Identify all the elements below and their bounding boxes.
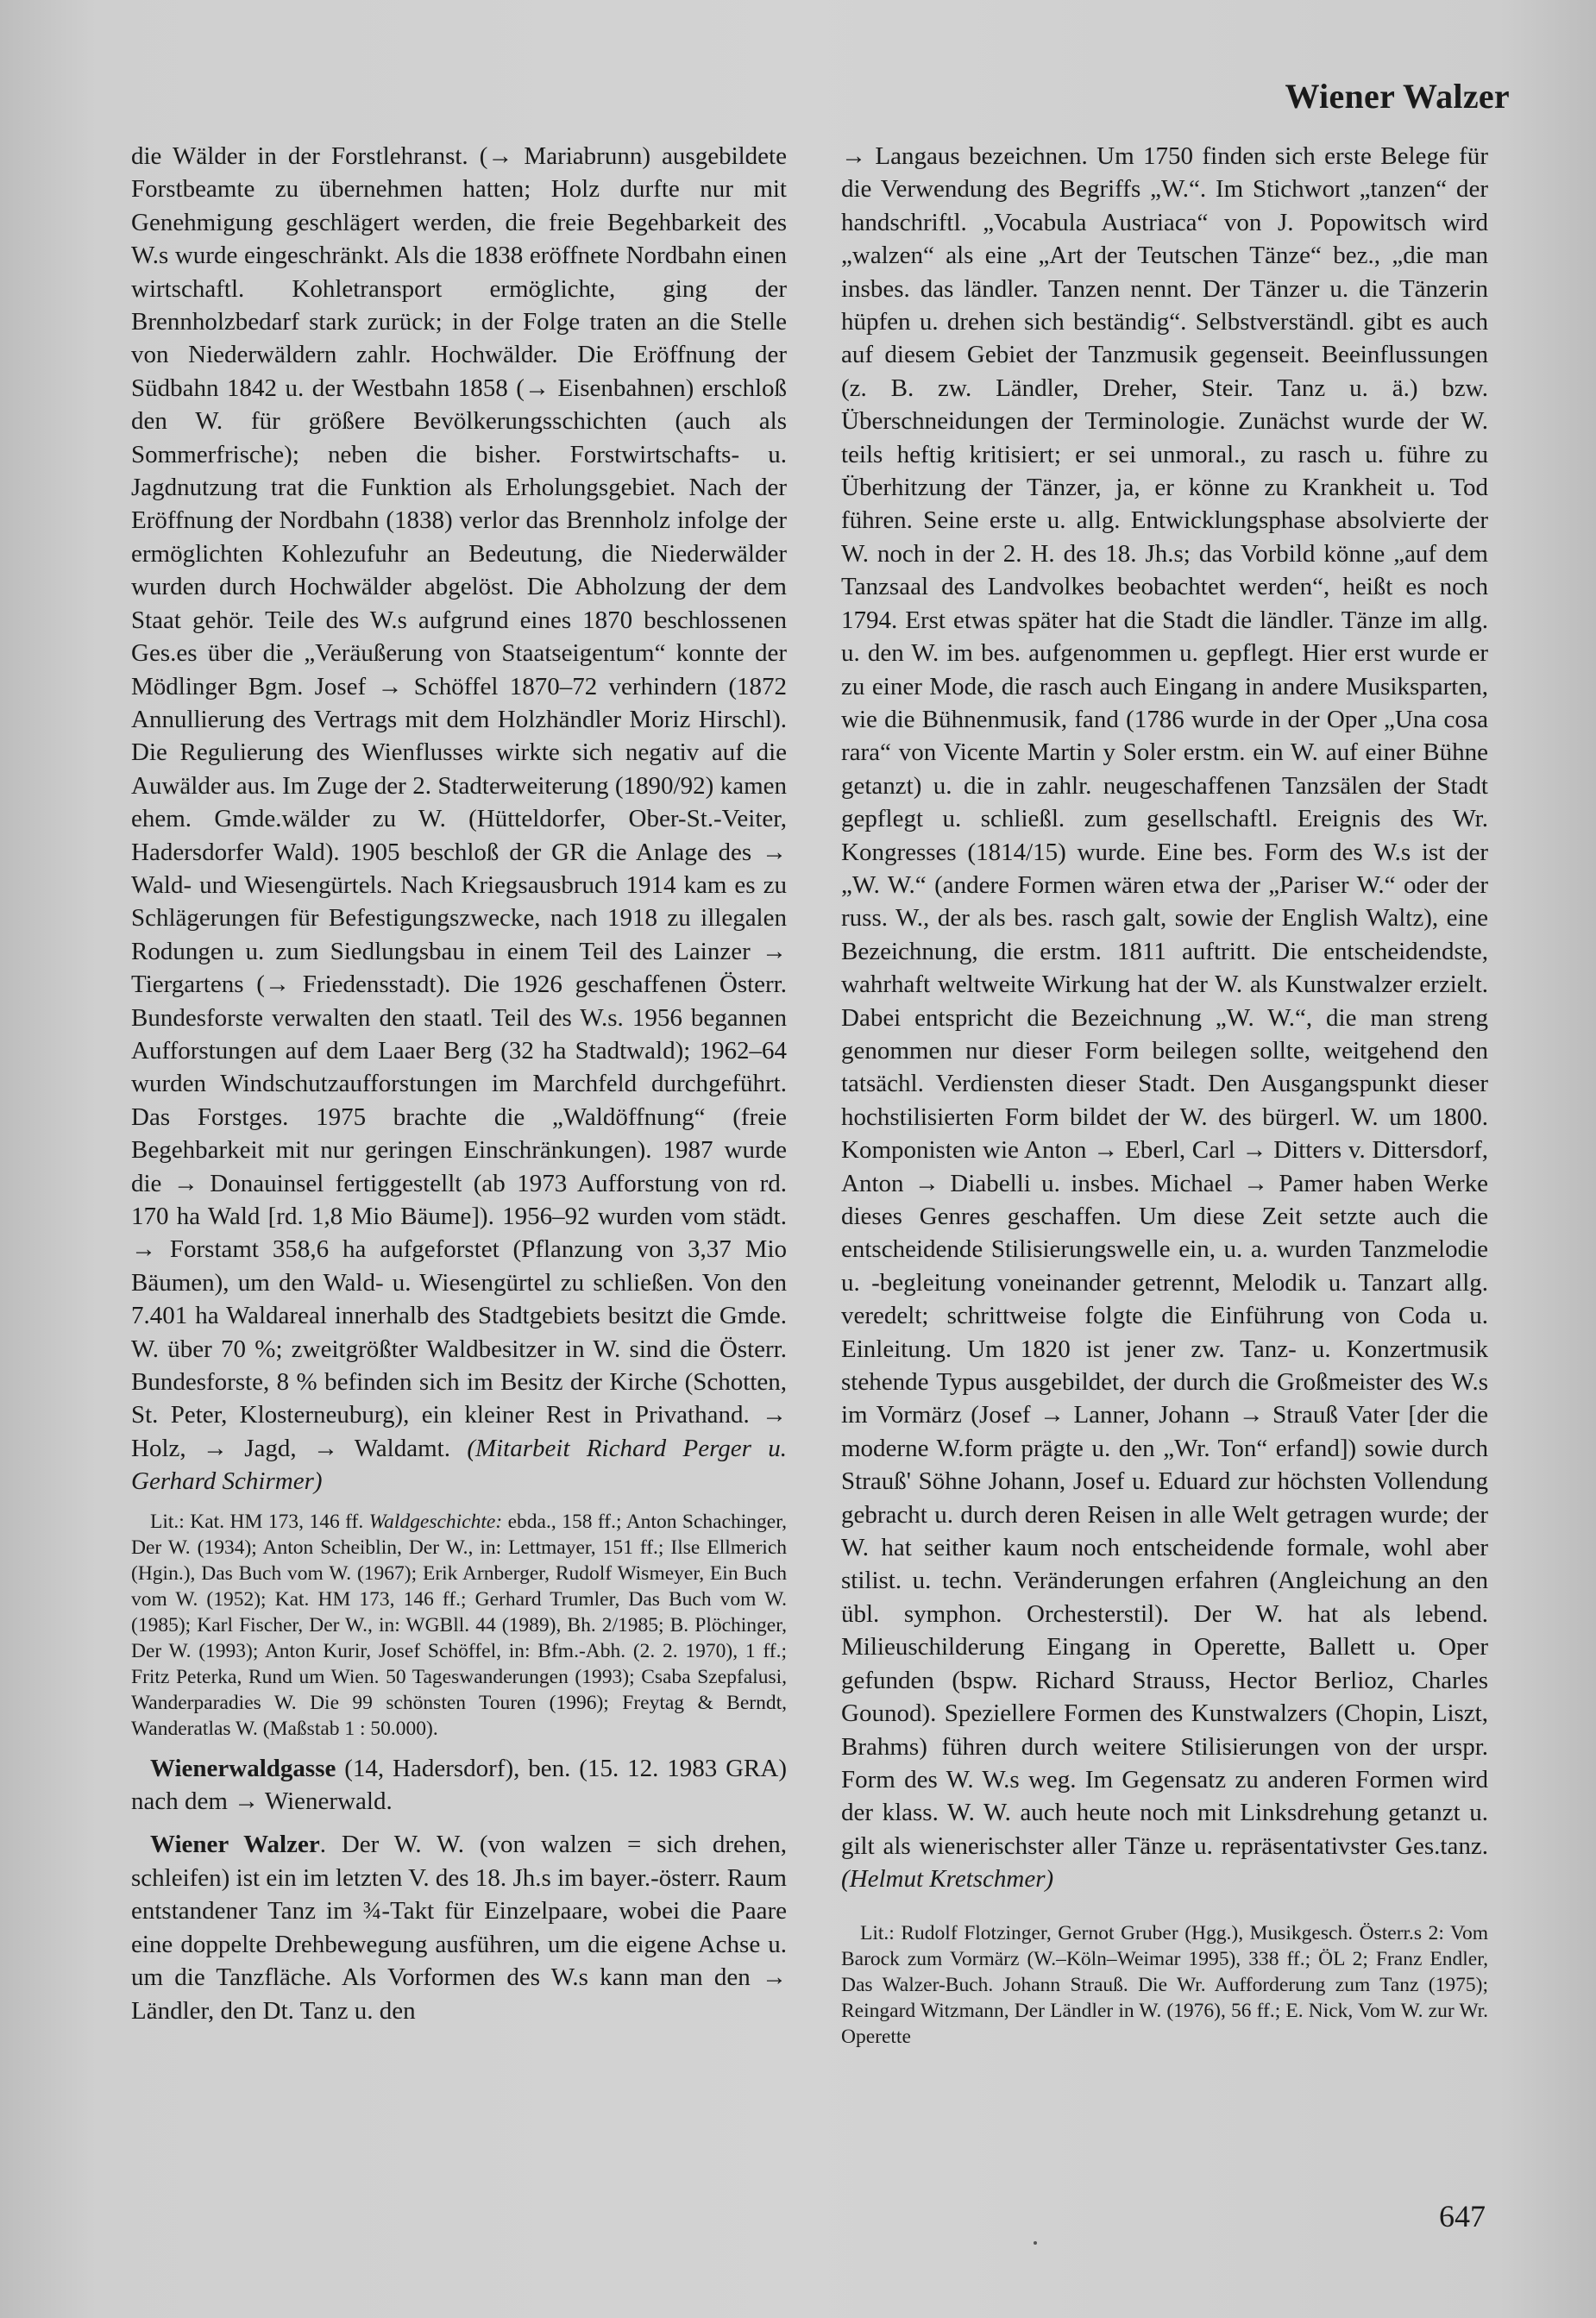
wiener-walzer-entry [131, 1828, 787, 2026]
walzer-literature: Lit.: Rudolf Flotzinger, Gernot Gruber (Hgg.), Musikgesch. Österr.s 2: Vom Barock zum Vormärz (W.–Köln–Weimar 1995), 338 ff.; ÖL 2; Franz Endler, Das Walzer-Buch. Johann Strauß. Die Wr. Aufforderung zum Tanz (1975); Reingard Witzmann, Der Ländler in W. (1976), 56 ff.; E. Nick, Vom W. zur Wr. Operette [841, 1921, 1488, 2048]
entry-text: (14, Hadersdorf), ben. (15. 12. 1983 GRA) nach dem → Wienerwald. [131, 1754, 787, 1816]
wienerwaldgasse-entry [131, 1752, 787, 1819]
walzer-author: (Helmut Kretschmer) [841, 1865, 1054, 1894]
wienerwald-text: die Wälder in der Forstlehranst. (→ Mariabrunn) ausgebildete Forstbeamte zu übernehmen hatten; Holz durfte nur mit Genehmigung geschlägert werden, die freie Begehbarkeit des W.s wurde eingeschränkt. Als die 1838 eröffnete Nordbahn einen wirtschaftl. Kohletransport ermöglichte, ging der Brennholzbedarf stark zurück; in der Folge traten an die Stelle von Niederwäldern zahlr. Hochwälder. Die Eröffnung der Südbahn 1842 u. der Westbahn 1858 (→ Eisenbahnen) erschloß den W. für größere Bevölkerungsschichten (auch als Sommerfrische); neben die bisher. Forstwirtschafts- u. Jagdnutzung trat die Funktion als Erholungsgebiet. Nach der Eröffnung der Nordbahn (1838) verlor das Brennholz infolge der ermöglichten Kohlezufuhr an Bedeutung, die Niederwälder wurden durch Hochwälder abgelöst. Die Abholzung der dem Staat gehör. Teile des W.s aufgrund eines 1870 beschlossenen Ges.es über die „Veräußerung von Staatseigentum“ konnte der Mödlinger Bgm. Josef → Schöffel 1870–72 verhindern (1872 Annullierung des Vertrags mit dem Holzhändler Moriz Hirschl). Die Regulierung des Wienflusses wirkte sich negativ auf die Auwälder aus. Im Zuge der 2. Stadterweiterung (1890/92) kamen ehem. Gmde.wälder zu W. (Hütteldorfer, Ober-St.-Veiter, Hadersdorfer Wald). 1905 beschloß der GR die Anlage des → Wald- und Wiesengürtels. Nach Kriegsausbruch 1914 kam es zu Schlägerungen für Befestigungszwecke, nach 1918 zu illegalen Rodungen u. zum Siedlungsbau in einem Teil des Lainzer → Tiergartens (→ Friedensstadt). Die 1926 geschaffenen Österr. Bundesforste verwalten den staatl. Teil des W.s. 1956 begannen Aufforstungen auf dem Laaer Berg (32 ha Stadtwald); 1962–64 wurden Windschutzaufforstungen im Marchfeld durchgeführt. Das Forstges. 1975 brachte die „Waldöffnung“ (freie Begehbarkeit mit nur geringen Einschränkungen). 1987 wurde die → Donauinsel fertiggestellt (ab 1973 Aufforstung von rd. 170 ha Wald [rd. 1,8 Mio Bäume]). 1956–92 wurden vom städt. → Forstamt 358,6 ha aufgeforstet (Pflanzung von 3,37 Mio Bäumen), um den Wald- u. Wiesengürtel zu schließen. Von den 7.401 ha Waldareal innerhalb des Stadtgebiets besitzt die Gmde. W. über 70 %; zweitgrößter Waldbesitzer in W. sind die Österr. Bundesforste, 8 % befinden sich im Besitz der Kirche (Schotten, St. Peter, Klosterneuburg), ein kleiner Rest in Privathand. → Holz, → Jagd, → Waldamt. [131, 142, 787, 1462]
wienerwald-entry-continuation [131, 140, 787, 1498]
entry-headword: Wiener Walzer [150, 1831, 320, 1859]
wienerwald-author: (Mitarbeit Richard Perger u. Gerhard Schirmer) [131, 1434, 788, 1496]
page-number: 647 [1439, 2199, 1486, 2233]
lit-italic: Waldgeschichte: [368, 1510, 503, 1533]
running-head: Wiener Walzer [1285, 77, 1510, 116]
lit-prefix: Lit.: Kat. HM 173, 146 ff. [150, 1510, 369, 1533]
right-column [841, 140, 1488, 2050]
lit-rest: ebda., 158 ff.; Anton Schachinger, Der W. (1934); Anton Scheiblin, Der W., in: Lettmayer, 151 ff.; Ilse Ellmerich (Hgin.), Das Buch vom W. (1967); Erik Arnberger, Rudolf Wismeyer, Ein Buch vom W. (1952); Kat. HM 173, 146 ff.; Gerhard Trumler, Das Buch vom W. (1985); Karl Fischer, Der W., in: WGBll. 44 (1989), Bh. 2/1985; B. Plöchinger, Der W. (1993); Anton Kurir, Josef Schöffel, in: Bfm.-Abh. (2. 2. 1970), 1 ff.; Fritz Peterka, Rund um Wien. 50 Tageswanderungen (1993); Csaba Szepfalusi, Wanderparadies W. Die 99 schönsten Touren (1996); Freytag & Berndt, Wanderatlas W. (Maßstab 1 : 50.000). [131, 1510, 787, 1740]
wiener-walzer-continuation [841, 140, 1488, 1896]
left-column [131, 140, 787, 2027]
print-speck [1034, 2241, 1037, 2245]
walzer-text: → Langaus bezeichnen. Um 1750 finden sich erste Belege für die Verwendung des Begriffs „W.“. Im Stichwort „tanzen“ der handschriftl. „Vocabula Austriaca“ von J. Popowitsch wird „walzen“ als eine „Art der Teutschen Tänze“ bez., „die man insbes. das ländler. Tanzen nennt. Der Tänzer u. die Tänzerin hüpfen u. drehen sich beständig“. Selbstverständl. gibt es auch auf diesem Gebiet der Tanzmusik gegenseit. Beeinflussungen (z. B. zw. Ländler, Dreher, Steir. Tanz u. ä.) bzw. Überschneidungen der Terminologie. Zunächst wurde der W. teils heftig kritisiert; er sei unmoral., zu rasch u. führe zu Überhitzung der Tänzer, ja, er könne zu Krankheit u. Tod führen. Seine erste u. allg. Entwicklungsphase absolvierte der W. noch in der 2. H. des 18. Jh.s; das Vorbild könne „auf dem Tanzsaal des Landvolkes beobachtet werden“, heißt es noch 1794. Erst etwas später hat die Stadt die ländler. Tänze im allg. u. den W. im bes. aufgenommen u. gepflegt. Hier erst wurde er zu einer Mode, die rasch auch Eingang in andere Musiksparten, wie die Bühnenmusik, fand (1786 wurde in der Oper „Una cosa rara“ von Vicente Martin y Soler erstm. ein W. auf einer Bühne getanzt) u. die in zahlr. neugeschaffenen Tanzsälen der Stadt gepflegt u. schließl. zum gesellschaftl. Ereignis des Wr. Kongresses (1814/15) wurde. Eine bes. Form des W.s ist der „W. W.“ (andere Formen wären etwa der „Pariser W.“ oder der russ. W., der als bes. rasch galt, sowie der English Waltz), eine Bezeichnung, die erstm. 1811 auftritt. Die entscheidendste, wahrhaft weltweite Wirkung hat der W. als Kunstwalzer erzielt. Dabei entspricht die Bezeichnung „W. W.“, die man streng genommen nur dieser Form beilegen sollte, weitgehend den tatsächl. Verdiensten dieser Stadt. Den Ausgangspunkt dieser hochstilisierten Form bildet der W. des bürgerl. W. um 1800. Komponisten wie Anton → Eberl, Carl → Ditters v. Dittersdorf, Anton → Diabelli u. insbes. Michael → Pamer haben Werke dieses Genres geschaffen. Um diese Zeit setzte auch die entscheidende Stilisierungswelle ein, u. a. wurden Tanzmelodie u. -begleitung voneinander getrennt, Melodik u. Tanzart allg. veredelt; schrittweise folgte die Einführung von Coda u. Einleitung. Um 1820 ist jener zw. Tanz- u. Konzertmusik stehende Typus ausgebildet, der durch die Großmeister des W.s im Vormärz (Josef → Lanner, Johann → Strauß Vater [der die moderne W.form prägte u. den „Wr. Ton“ erfand]) sowie durch Strauß' Söhne Johann, Josef u. Eduard zur höchsten Vollendung gebracht u. durch deren Reisen in alle Welt getragen wurde; der W. hat seither kaum noch entscheidende formale, wohl aber stilist. u. techn. Veränderungen erfahren (Angleichung an den übl. symphon. Orchesterstil). Der W. hat als lebend. Milieuschilderung Eingang in Operette, Ballett u. Oper gefunden (bspw. Richard Strauss, Hector Berlioz, Charles Gounod). Speziellere Formen des Kunstwalzers (Chopin, Liszt, Brahms) führen durch weitere Stilisierungen von der urspr. Form des W. W.s weg. Im Gegensatz zu anderen Formen wird der klass. W. W. auch heute noch mit Linksdrehung getanzt u. gilt als wienerischster aller Tänze u. repräsentativster Ges.tanz. [841, 142, 1488, 1860]
entry-headword: Wienerwaldgasse [150, 1754, 336, 1782]
entry-text: . Der W. W. (von walzen = sich drehen, schleifen) ist ein im letzten V. des 18. Jh.s im bayer.-österr. Raum entstandener Tanz im ¾-Takt für Einzelpaare, wobei die Paare eine doppelte Drehbewegung ausführen, um die eigene Achse u. um die Tanzfläche. Als Vorformen des W.s kann man den → Ländler, den Dt. Tanz u. den [131, 1831, 787, 2025]
wienerwald-literature [131, 1509, 787, 1742]
